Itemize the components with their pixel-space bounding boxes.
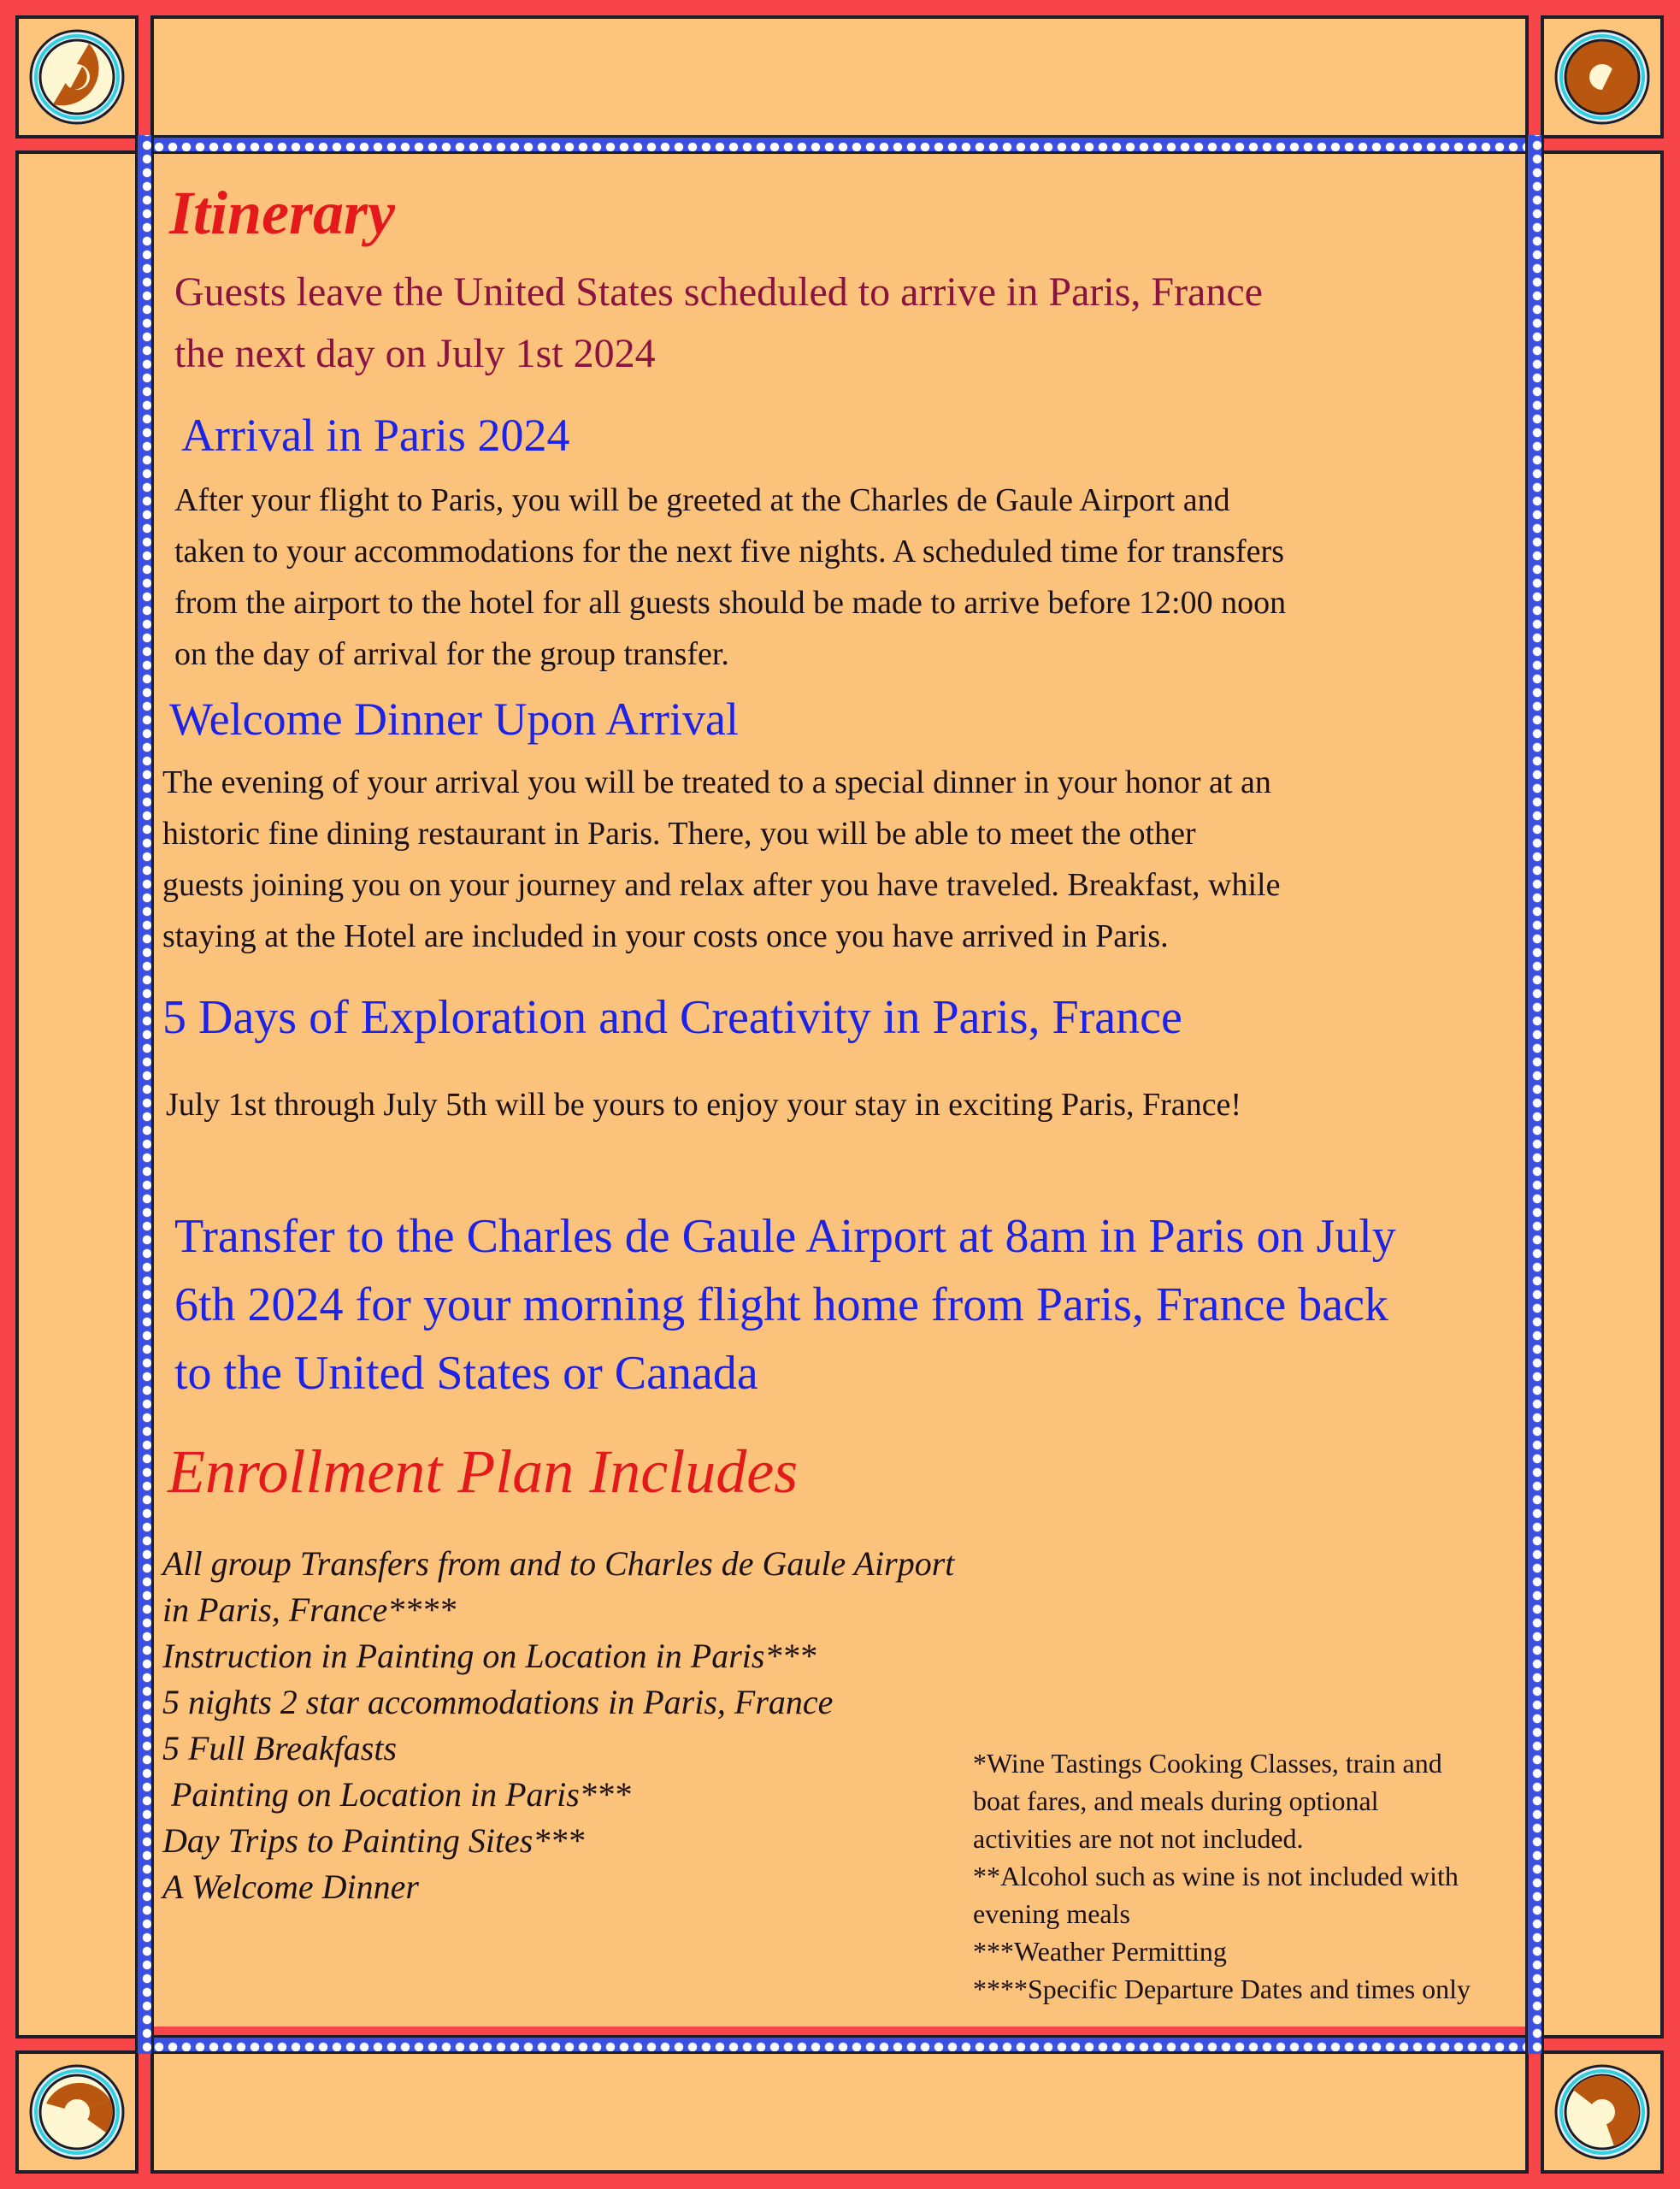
- footnote-line: *Wine Tastings Cooking Classes, train and: [973, 1748, 1442, 1779]
- corner-bottom-right: [1541, 2050, 1664, 2174]
- intro-text: Guests leave the United States scheduled to arrive in Paris, France the next day on July 1st 2024: [174, 269, 1263, 376]
- corner-top-left: [15, 15, 139, 139]
- dotted-border-right: [1525, 135, 1544, 2054]
- arrival-paragraph: After your flight to Paris, you will be greeted at the Charles de Gaule Airport and taken to your accommodations for the next five nights. A scheduled time for transfers from the airport to the hotel for all guests should be made to arrive before 12:00 noon on the day of arrival for the group transfer.: [174, 482, 1287, 672]
- medallion-icon: [1554, 29, 1650, 125]
- footnote-line: evening meals: [973, 1898, 1130, 1929]
- right-frame-panel: [1539, 150, 1664, 2039]
- exploration-heading: 5 Days of Exploration and Creativity in Paris, France: [162, 991, 1182, 1044]
- enrollment-list: [162, 1541, 954, 1910]
- footnote-line: ***Weather Permitting: [973, 1936, 1227, 1967]
- list-item: 5 nights 2 star accommodations in Paris, France: [162, 1683, 834, 1721]
- dinner-heading: Welcome Dinner Upon Arrival: [169, 693, 739, 745]
- dotted-border-top: [135, 135, 1544, 154]
- list-item: All group Transfers from and to Charles de Gaule Airport: [162, 1544, 955, 1583]
- footnotes: [973, 1744, 1471, 2008]
- medallion-icon: [29, 2064, 125, 2160]
- top-frame-panel: [150, 15, 1529, 140]
- footnote-line: ****Specific Departure Dates and times only: [973, 1974, 1471, 2004]
- footnote-line: boat fares, and meals during optional: [973, 1785, 1379, 1816]
- medallion-icon: [1554, 2064, 1650, 2160]
- exploration-text: July 1st through July 5th will be yours to enjoy your stay in exciting Paris, France!: [166, 1087, 1242, 1123]
- footnote-line: **Alcohol such as wine is not included with: [973, 1861, 1459, 1891]
- left-frame-panel: [15, 150, 140, 2039]
- transfer-notice: Transfer to the Charles de Gaule Airport at 8am in Paris on July 6th 2024 for your morning flight home from Paris, France back to the United States or Canada: [174, 1210, 1396, 1400]
- dinner-paragraph: The evening of your arrival you will be treated to a special dinner in your honor at an historic fine dining restaurant in Paris. There, you will be able to meet the other guests joining you on your journey and relax after you have traveled. Breakfast, while staying at the Hotel are included in your costs once you have arrived in Paris.: [162, 764, 1281, 954]
- list-item: Day Trips to Painting Sites***: [162, 1821, 585, 1860]
- list-item: A Welcome Dinner: [162, 1867, 419, 1906]
- list-item: 5 Full Breakfasts: [162, 1729, 398, 1767]
- bottom-frame-panel: [150, 2049, 1529, 2174]
- dotted-border-left: [135, 135, 154, 2054]
- list-item: Instruction in Painting on Location in Paris***: [162, 1637, 816, 1675]
- page-title: Itinerary: [169, 179, 396, 247]
- arrival-heading: Arrival in Paris 2024: [181, 410, 570, 461]
- dotted-border-bottom: [135, 2035, 1544, 2054]
- corner-bottom-left: [15, 2050, 139, 2174]
- corner-top-right: [1541, 15, 1664, 139]
- list-item: Painting on Location in Paris***: [162, 1775, 631, 1814]
- list-item: in Paris, France****: [162, 1590, 457, 1629]
- enrollment-heading: Enrollment Plan Includes: [168, 1437, 799, 1506]
- medallion-icon: [29, 29, 125, 125]
- footnote-line: activities are not not included.: [973, 1823, 1304, 1854]
